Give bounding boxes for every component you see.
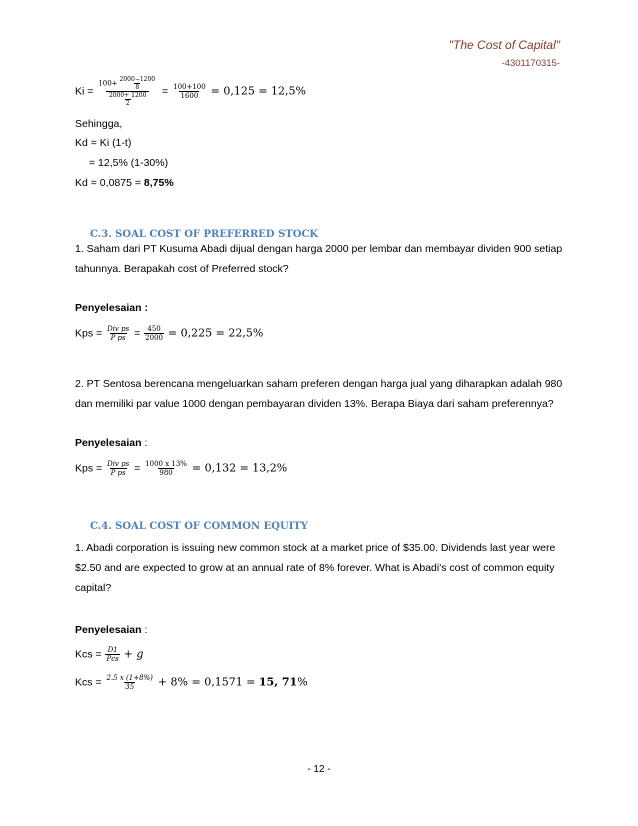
kcs2-label: Kcs = [75, 676, 102, 689]
ki-inner-num: 2000−1200 [119, 76, 156, 83]
kd3-pre: Kd = 0,0875 = [75, 177, 144, 189]
kcs1-label: Kcs = [75, 648, 102, 661]
kcs2-mid: + 8% = 0,1571 = [157, 675, 259, 689]
c3-sol2-colon: : [141, 437, 148, 449]
page-number: - 12 - [307, 764, 331, 775]
kps1-eq: = [134, 327, 141, 340]
kps2-f1-den: P ps [110, 469, 126, 477]
kps2-fraction-2 [144, 460, 188, 477]
kps1-f2-num: 450 [147, 325, 161, 333]
kcs1-den: Pcs [106, 655, 119, 663]
c4-sol-text: Penyelesaian [75, 624, 142, 636]
ki-eq: = [162, 85, 169, 98]
kps1-label: Kps = [75, 327, 103, 340]
c4-solution-label [75, 624, 147, 636]
ki-formula [75, 76, 306, 107]
ki-denominator [106, 91, 149, 107]
ki-den2: 2 [125, 100, 130, 107]
kps1-result: = 0,225 = 22,5% [167, 326, 264, 340]
kcs2-num: 2.5 x (1+8%) [106, 674, 153, 682]
kcs2-formula [75, 674, 308, 691]
kps2-label: Kps = [75, 462, 103, 475]
kcs1-formula [75, 646, 143, 663]
ki-n1: 100+ [98, 79, 118, 88]
kd-line-2: = 12,5% (1-30%) [89, 157, 169, 169]
c3-solution-1-label: Penyelesaian : [75, 302, 148, 314]
c4-q-line3: capital? [75, 582, 112, 594]
header-title: "The Cost of Capital" [448, 38, 560, 52]
kps2-f2-den: 980 [159, 469, 173, 477]
ki-result: = 0,125 = 12,5% [210, 84, 306, 98]
ki-inner-den: 8 [135, 84, 140, 91]
c4-sol-colon: : [141, 624, 148, 636]
kcs2-result: 15, 71 [258, 675, 298, 689]
ki-big-fraction [97, 76, 158, 107]
ki-f2-num: 100+100 [173, 83, 206, 91]
c3-q2-line1: 2. PT Sentosa berencana mengeluarkan saham preferen dengan harga jual yang diharapkan adalah 980 [75, 378, 563, 390]
c3-q1-line2: tahunnya. Berapakah cost of Preferred stock? [75, 263, 289, 275]
kd-line-3 [75, 177, 174, 189]
c4-q-line1: 1. Abadi corporation is issuing new common stock at a market price of $35.00. Dividends last year were [75, 542, 556, 554]
ki-numerator [97, 76, 158, 91]
kps2-result: = 0,132 = 13,2% [191, 461, 288, 475]
kps2-f2-num: 1000 x 13% [145, 460, 187, 468]
ki-inner-fraction [119, 76, 157, 91]
c3-q2-line2: dan memiliki par value 1000 dengan pembayaran dividen 13%. Berapa Biaya dari saham preferennya? [75, 398, 554, 410]
kps2-fraction-1 [106, 460, 130, 477]
sehingga: Sehingga, [75, 118, 123, 130]
ki-label: Ki = [75, 85, 94, 98]
kps1-f1-den: P ps [110, 334, 126, 342]
ki-den-fraction [108, 92, 147, 107]
kps2-eq: = [134, 462, 141, 475]
kcs1-num: D1 [107, 646, 118, 654]
kps1-fraction-1 [106, 325, 130, 342]
c3-solution-2-label [75, 437, 147, 449]
kd-line-1: Kd = Ki (1-t) [75, 137, 132, 149]
kps2-f1-num: Div ps [107, 460, 130, 468]
kd3-result: 8,75% [143, 177, 174, 189]
kps1-f1-num: Div ps [107, 325, 130, 333]
kps1-formula [75, 325, 263, 342]
c3-sol2-text: Penyelesaian [75, 437, 142, 449]
kcs2-den: 35 [125, 683, 135, 691]
kps2-formula [75, 460, 287, 477]
kcs1-fraction [105, 646, 119, 663]
c4-q-line2: $2.50 and are expected to grow at an annual rate of 8% forever. What is Abadi's cost of common equity [75, 562, 555, 574]
ki-den: 2000+ 1200 [108, 92, 147, 99]
kcs1-tail: + g [123, 647, 144, 661]
section-c4-title: C.4. SOAL COST OF COMMON EQUITY [90, 521, 308, 532]
c3-q1-line1: 1. Saham dari PT Kusuma Abadi dijual dengan harga 2000 per lembar dan membayar dividen 900 setiap [75, 243, 563, 255]
header-id: -4301170315- [501, 58, 560, 69]
kps1-fraction-2 [144, 325, 164, 342]
ki-f2-den: 1600 [180, 92, 199, 100]
ki-fraction-2 [172, 83, 207, 100]
section-c3-title: C.3. SOAL COST OF PREFERRED STOCK [90, 229, 319, 240]
kcs2-fraction [105, 674, 153, 691]
kcs2-percent: % [297, 675, 308, 689]
kps1-f2-den: 2000 [145, 334, 163, 342]
